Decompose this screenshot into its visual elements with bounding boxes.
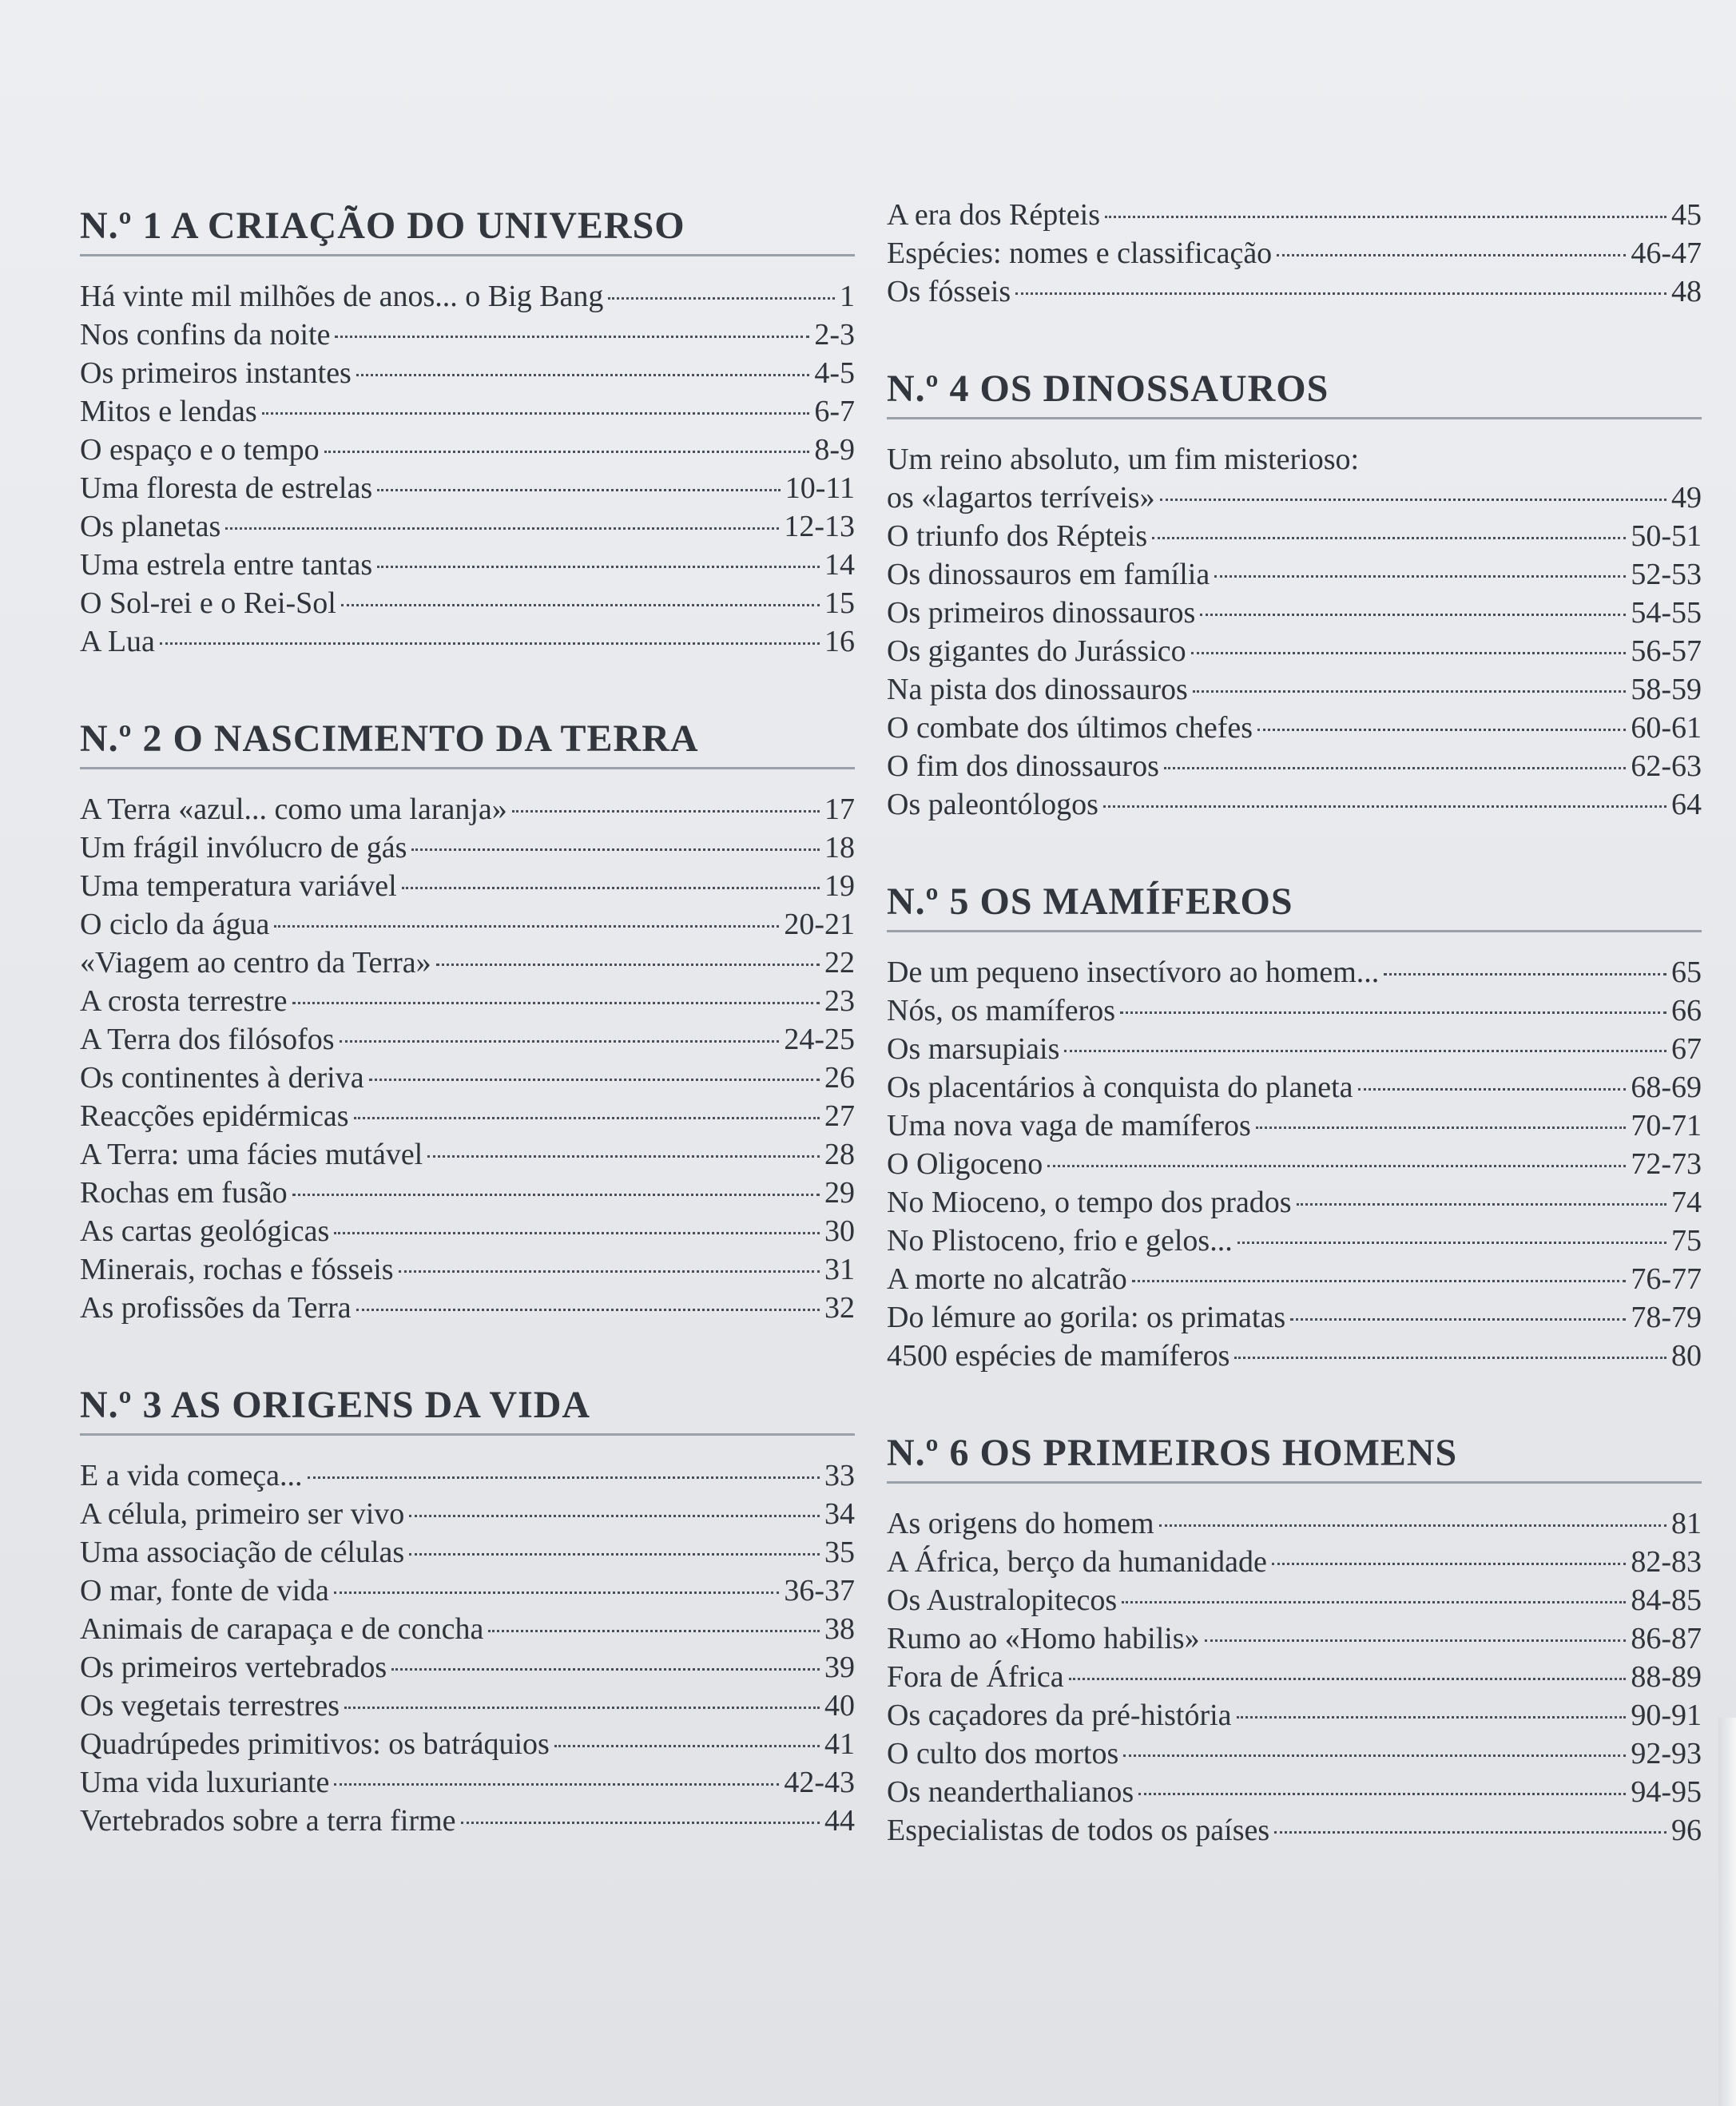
entry-page: 62-63 [1631, 749, 1702, 783]
entry-page: 38 [824, 1612, 855, 1646]
entry-page: 2-3 [814, 318, 855, 352]
entry-title: Os primeiros instantes [80, 356, 352, 390]
entry-page: 4-5 [814, 356, 855, 390]
entry-title: Fora de África [887, 1660, 1064, 1694]
dot-leader [356, 374, 809, 376]
entry-title: E a vida começa... [80, 1459, 303, 1492]
entry-page: 16 [824, 625, 855, 658]
entry-title: Quadrúpedes primitivos: os batráquios [80, 1727, 550, 1761]
entry-page: 60-61 [1631, 711, 1702, 745]
entry-title: Os fósseis [887, 275, 1011, 308]
entry-page: 35 [824, 1536, 855, 1569]
toc-list [887, 953, 1702, 1375]
dot-leader [1257, 729, 1626, 731]
toc-entry [887, 670, 1702, 709]
toc-entry [887, 1107, 1702, 1145]
entry-title: Os primeiros vertebrados [80, 1651, 387, 1684]
entry-page: 34 [824, 1497, 855, 1531]
entry-title: Há vinte mil milhões de anos... o Big Bang [80, 280, 604, 313]
toc-entry [887, 1183, 1702, 1222]
entry-title: Os dinossauros em família [887, 558, 1210, 591]
toc-entry [887, 1734, 1702, 1773]
toc-list [80, 277, 855, 661]
toc-entry [887, 1030, 1702, 1068]
dot-leader [334, 1232, 820, 1234]
dot-leader [1358, 1088, 1627, 1091]
entry-title: Especialistas de todos os países [887, 1814, 1270, 1847]
toc-entry [80, 431, 855, 469]
entry-page: 15 [824, 586, 855, 620]
section-title: N.º 5 OS MAMÍFEROS [887, 880, 1702, 932]
dot-leader [344, 1707, 820, 1709]
entry-page: 28 [824, 1138, 855, 1171]
entry-title: O Oligoceno [887, 1147, 1043, 1181]
toc-entry [80, 1763, 855, 1802]
entry-page: 6-7 [814, 395, 855, 428]
toc-entry [887, 991, 1702, 1030]
dot-leader [1205, 1639, 1627, 1642]
toc-entry [80, 828, 855, 867]
dot-leader [1138, 1793, 1626, 1795]
toc-entry [887, 1811, 1702, 1850]
dot-leader [1132, 1280, 1627, 1282]
toc-entry [887, 1260, 1702, 1298]
toc-entry [80, 507, 855, 546]
entry-page: 90-91 [1631, 1699, 1702, 1732]
dot-leader [1191, 652, 1627, 654]
toc-entry [887, 1504, 1702, 1543]
toc-entry [887, 479, 1702, 517]
toc-list [80, 1456, 855, 1840]
dot-leader [1164, 767, 1626, 769]
toc-entry [80, 1533, 855, 1572]
toc-entry [80, 905, 855, 944]
entry-page: 18 [824, 831, 855, 864]
toc-entry [887, 709, 1702, 747]
toc-entry [887, 747, 1702, 785]
section-4 [887, 367, 1702, 824]
dot-leader [554, 1745, 820, 1747]
entry-page: 76-77 [1631, 1262, 1702, 1296]
toc-entry [887, 1658, 1702, 1696]
dot-leader [369, 1079, 820, 1081]
entry-page: 54-55 [1631, 596, 1702, 630]
entry-title: «Viagem ao centro da Terra» [80, 946, 431, 979]
toc-entry [80, 1097, 855, 1135]
toc-list [887, 1504, 1702, 1850]
entry-page: 64 [1671, 788, 1702, 821]
dot-leader [292, 1194, 820, 1196]
section-3 [80, 1383, 855, 1840]
entry-title: O triunfo dos Répteis [887, 519, 1148, 553]
dot-leader [608, 297, 835, 300]
toc-entry [80, 392, 855, 431]
entry-page: 41 [824, 1727, 855, 1761]
entry-title: Os vegetais terrestres [80, 1689, 340, 1723]
toc-entry [887, 1773, 1702, 1811]
entry-title: Uma floresta de estrelas [80, 471, 373, 505]
dot-leader [354, 1117, 820, 1119]
section-5 [887, 880, 1702, 1375]
toc-entry [80, 1212, 855, 1250]
toc-entry [80, 1059, 855, 1097]
dot-leader [1297, 1203, 1666, 1206]
entry-title: Os paleontólogos [887, 788, 1098, 821]
entry-title: Uma nova vaga de mamíferos [887, 1109, 1251, 1142]
entry-page: 82-83 [1631, 1545, 1702, 1579]
entry-page: 80 [1671, 1339, 1702, 1373]
dot-leader [1274, 1831, 1666, 1834]
dot-leader [335, 336, 809, 338]
toc-entry [80, 316, 855, 354]
dot-leader [512, 810, 820, 813]
dot-leader [1214, 575, 1626, 578]
entry-page: 96 [1671, 1814, 1702, 1847]
toc-entry [80, 1174, 855, 1212]
toc-entry [887, 196, 1702, 234]
dot-leader [356, 1309, 820, 1311]
toc-entry [887, 1619, 1702, 1658]
entry-page: 92-93 [1631, 1737, 1702, 1770]
entry-title: Os placentários à conquista do planeta [887, 1071, 1353, 1104]
entry-title: Vertebrados sobre a terra firme [80, 1804, 456, 1838]
entry-page: 1 [840, 280, 855, 313]
entry-page: 66 [1671, 994, 1702, 1027]
toc-entry [80, 1250, 855, 1289]
toc-entry [80, 1648, 855, 1687]
entry-page: 44 [824, 1804, 855, 1838]
entry-title: Na pista dos dinossauros [887, 673, 1188, 706]
toc-entry [887, 517, 1702, 555]
toc-entry [887, 1543, 1702, 1581]
entry-page: 72-73 [1631, 1147, 1702, 1181]
entry-page: 30 [824, 1214, 855, 1248]
dot-leader [377, 489, 781, 491]
entry-page: 74 [1671, 1186, 1702, 1219]
toc-entry [80, 584, 855, 622]
entry-title: No Plistoceno, frio e gelos... [887, 1224, 1233, 1258]
toc-entry [887, 785, 1702, 824]
toc-entry [80, 1687, 855, 1725]
entry-page: 48 [1671, 275, 1702, 308]
toc-entry [80, 1572, 855, 1610]
page-edge [1718, 1718, 1736, 2106]
toc-entry [887, 1696, 1702, 1734]
dot-leader [409, 1553, 820, 1556]
dot-leader [1384, 973, 1666, 976]
dot-leader [1123, 1754, 1626, 1757]
dot-leader [1120, 1011, 1666, 1014]
section-title: N.º 1 A CRIAÇÃO DO UNIVERSO [80, 204, 855, 256]
entry-page: 75 [1671, 1224, 1702, 1258]
entry-page: 67 [1671, 1032, 1702, 1066]
dot-leader [292, 1002, 820, 1004]
toc-entry [80, 622, 855, 661]
toc-entry [887, 1581, 1702, 1619]
entry-page: 19 [824, 869, 855, 903]
dot-leader [225, 527, 779, 530]
entry-page: 78-79 [1631, 1301, 1702, 1334]
dot-leader [1105, 216, 1666, 218]
entry-title: As cartas geológicas [80, 1214, 330, 1248]
entry-page: 46-47 [1631, 236, 1702, 270]
toc-entry [887, 1298, 1702, 1337]
dot-leader [1159, 1524, 1666, 1527]
entry-page: 42-43 [784, 1766, 855, 1799]
section-intro: Um reino absoluto, um fim misterioso: [887, 443, 1360, 476]
entry-page: 32 [824, 1291, 855, 1325]
dot-leader [1047, 1165, 1626, 1167]
entry-title: No Mioceno, o tempo dos prados [887, 1186, 1292, 1219]
entry-page: 58-59 [1631, 673, 1702, 706]
entry-title: Nos confins da noite [80, 318, 331, 352]
section-title: N.º 2 O NASCIMENTO DA TERRA [80, 717, 855, 769]
toc-entry [80, 1802, 855, 1840]
dot-leader [1277, 254, 1626, 256]
toc-list [80, 790, 855, 1327]
entry-title: 4500 espécies de mamíferos [887, 1339, 1230, 1373]
entry-title: Uma associação de células [80, 1536, 405, 1569]
entry-title: Os caçadores da pré-história [887, 1699, 1232, 1732]
toc-entry [887, 953, 1702, 991]
entry-title: Do lémure ao gorila: os primatas [887, 1301, 1286, 1334]
entry-title: Uma estrela entre tantas [80, 548, 373, 582]
dot-leader [377, 566, 820, 568]
entry-page: 29 [824, 1176, 855, 1210]
dot-leader [488, 1630, 820, 1632]
toc-entry [887, 555, 1702, 594]
toc-entry [887, 632, 1702, 670]
toc-entry [80, 1020, 855, 1059]
entry-title: Rochas em fusão [80, 1176, 288, 1210]
entry-page: 81 [1671, 1507, 1702, 1540]
dot-leader [274, 925, 779, 928]
dot-leader [1256, 1127, 1627, 1129]
dot-leader [334, 1591, 779, 1594]
dot-leader [334, 1783, 779, 1786]
toc-entry [80, 867, 855, 905]
entry-title: A crosta terrestre [80, 984, 288, 1018]
entry-title: A Terra «azul... como uma laranja» [80, 793, 507, 826]
entry-title: Os marsupiais [887, 1032, 1060, 1066]
toc-list [887, 196, 1702, 311]
entry-page: 8-9 [814, 433, 855, 467]
entry-page: 52-53 [1631, 558, 1702, 591]
toc-entry [80, 354, 855, 392]
left-column [80, 204, 855, 1896]
dot-leader [1237, 1242, 1666, 1244]
dot-leader [324, 451, 810, 453]
dot-leader [402, 887, 820, 889]
entry-title: Rumo ao «Homo habilis» [887, 1622, 1200, 1655]
dot-leader [340, 1040, 780, 1043]
entry-page: 10-11 [785, 471, 855, 505]
entry-title: Nós, os mamíferos [887, 994, 1116, 1027]
entry-page: 33 [824, 1459, 855, 1492]
entry-title: O culto dos mortos [887, 1737, 1119, 1770]
entry-page: 17 [824, 793, 855, 826]
entry-title: Os planetas [80, 510, 221, 543]
dot-leader [160, 642, 820, 645]
entry-page: 40 [824, 1689, 855, 1723]
entry-title: A era dos Répteis [887, 198, 1101, 232]
toc-entry [887, 1222, 1702, 1260]
entry-title: Minerais, rochas e fósseis [80, 1253, 394, 1286]
toc-entry [887, 272, 1702, 311]
toc-entry [887, 594, 1702, 632]
toc-list [887, 440, 1702, 824]
entry-page: 20-21 [784, 908, 855, 941]
entry-title: Os neanderthalianos [887, 1775, 1134, 1809]
entry-page: 86-87 [1631, 1622, 1702, 1655]
dot-leader [308, 1476, 820, 1479]
dot-leader [1015, 292, 1666, 295]
entry-page: 45 [1671, 198, 1702, 232]
entry-title: Uma vida luxuriante [80, 1766, 330, 1799]
dot-leader [1200, 614, 1626, 616]
entry-page: 39 [824, 1651, 855, 1684]
toc-entry [80, 1610, 855, 1648]
entry-title: Os continentes à deriva [80, 1061, 364, 1095]
toc-entry [80, 1725, 855, 1763]
entry-page: 84-85 [1631, 1583, 1702, 1617]
dot-leader [1290, 1318, 1626, 1321]
entry-title: Os gigantes do Jurássico [887, 634, 1186, 668]
toc-entry [80, 1135, 855, 1174]
toc-entry [80, 1289, 855, 1327]
dot-leader [1103, 805, 1666, 808]
toc-entry [80, 982, 855, 1020]
dot-leader [436, 964, 820, 966]
dot-leader [1069, 1678, 1627, 1680]
entry-page: 50-51 [1631, 519, 1702, 553]
entry-title: Mitos e lendas [80, 395, 257, 428]
entry-title: O espaço e o tempo [80, 433, 320, 467]
toc-entry [80, 1456, 855, 1495]
section-6 [887, 1431, 1702, 1850]
dot-leader [411, 848, 820, 851]
entry-page: 22 [824, 946, 855, 979]
entry-title: O combate dos últimos chefes [887, 711, 1253, 745]
entry-page: 94-95 [1631, 1775, 1702, 1809]
entry-title: De um pequeno insectívoro ao homem... [887, 956, 1380, 989]
entry-page: 36-37 [784, 1574, 855, 1607]
entry-title: Os primeiros dinossauros [887, 596, 1196, 630]
entry-title: A morte no alcatrão [887, 1262, 1127, 1296]
toc-entry [887, 1068, 1702, 1107]
entry-page: 24-25 [784, 1023, 855, 1056]
entry-page: 70-71 [1631, 1109, 1702, 1142]
entry-title: Uma temperatura variável [80, 869, 397, 903]
entry-page: 27 [824, 1099, 855, 1133]
entry-title: Espécies: nomes e classificação [887, 236, 1273, 270]
dot-leader [461, 1822, 820, 1824]
entry-title: A Terra dos filósofos [80, 1023, 335, 1056]
dot-leader [1193, 690, 1627, 693]
entry-page: 31 [824, 1253, 855, 1286]
toc-entry [887, 234, 1702, 272]
section-1 [80, 204, 855, 661]
entry-title: Reacções epidérmicas [80, 1099, 349, 1133]
section-title: N.º 6 OS PRIMEIROS HOMENS [887, 1431, 1702, 1484]
dot-leader [427, 1155, 820, 1158]
entry-title: O Sol-rei e o Rei-Sol [80, 586, 336, 620]
entry-title: A Terra: uma fácies mutável [80, 1138, 423, 1171]
dot-leader [1237, 1716, 1627, 1719]
entry-page: 14 [824, 548, 855, 582]
dot-leader [1064, 1050, 1666, 1052]
toc-entry [80, 1495, 855, 1533]
section-2 [80, 717, 855, 1327]
toc-entry [80, 790, 855, 828]
entry-title: A célula, primeiro ser vivo [80, 1497, 405, 1531]
section-3-continued [887, 196, 1702, 311]
entry-title: A África, berço da humanidade [887, 1545, 1267, 1579]
entry-page: 49 [1671, 481, 1702, 515]
entry-title: O fim dos dinossauros [887, 749, 1159, 783]
entry-page: 56-57 [1631, 634, 1702, 668]
entry-title: os «lagartos terríveis» [887, 481, 1155, 515]
entry-title: As profissões da Terra [80, 1291, 352, 1325]
entry-title: Um frágil invólucro de gás [80, 831, 407, 864]
entry-title: As origens do homem [887, 1507, 1154, 1540]
dot-leader [1234, 1357, 1666, 1359]
entry-page: 88-89 [1631, 1660, 1702, 1694]
entry-page: 65 [1671, 956, 1702, 989]
entry-title: Os Australopitecos [887, 1583, 1118, 1617]
entry-page: 12-13 [784, 510, 855, 543]
entry-page: 68-69 [1631, 1071, 1702, 1104]
dot-leader [341, 604, 820, 606]
dot-leader [409, 1515, 820, 1517]
dot-leader [1152, 537, 1626, 539]
toc-entry [80, 469, 855, 507]
dot-leader [1272, 1563, 1626, 1565]
toc-entry [80, 546, 855, 584]
toc-entry [80, 944, 855, 982]
entry-title: O mar, fonte de vida [80, 1574, 329, 1607]
dot-leader [399, 1270, 820, 1273]
section-title: N.º 4 OS DINOSSAUROS [887, 367, 1702, 419]
section-title: N.º 3 AS ORIGENS DA VIDA [80, 1383, 855, 1436]
dot-leader [1122, 1601, 1626, 1603]
right-column [887, 196, 1702, 1905]
entry-page: 26 [824, 1061, 855, 1095]
dot-leader [391, 1668, 820, 1671]
entry-title: A Lua [80, 625, 155, 658]
dot-leader [1160, 499, 1666, 501]
entry-title: O ciclo da água [80, 908, 270, 941]
dot-leader [262, 412, 810, 415]
toc-entry [887, 1337, 1702, 1375]
toc-entry [80, 277, 855, 316]
entry-page: 23 [824, 984, 855, 1018]
entry-title: Animais de carapaça e de concha [80, 1612, 484, 1646]
toc-entry [887, 1145, 1702, 1183]
